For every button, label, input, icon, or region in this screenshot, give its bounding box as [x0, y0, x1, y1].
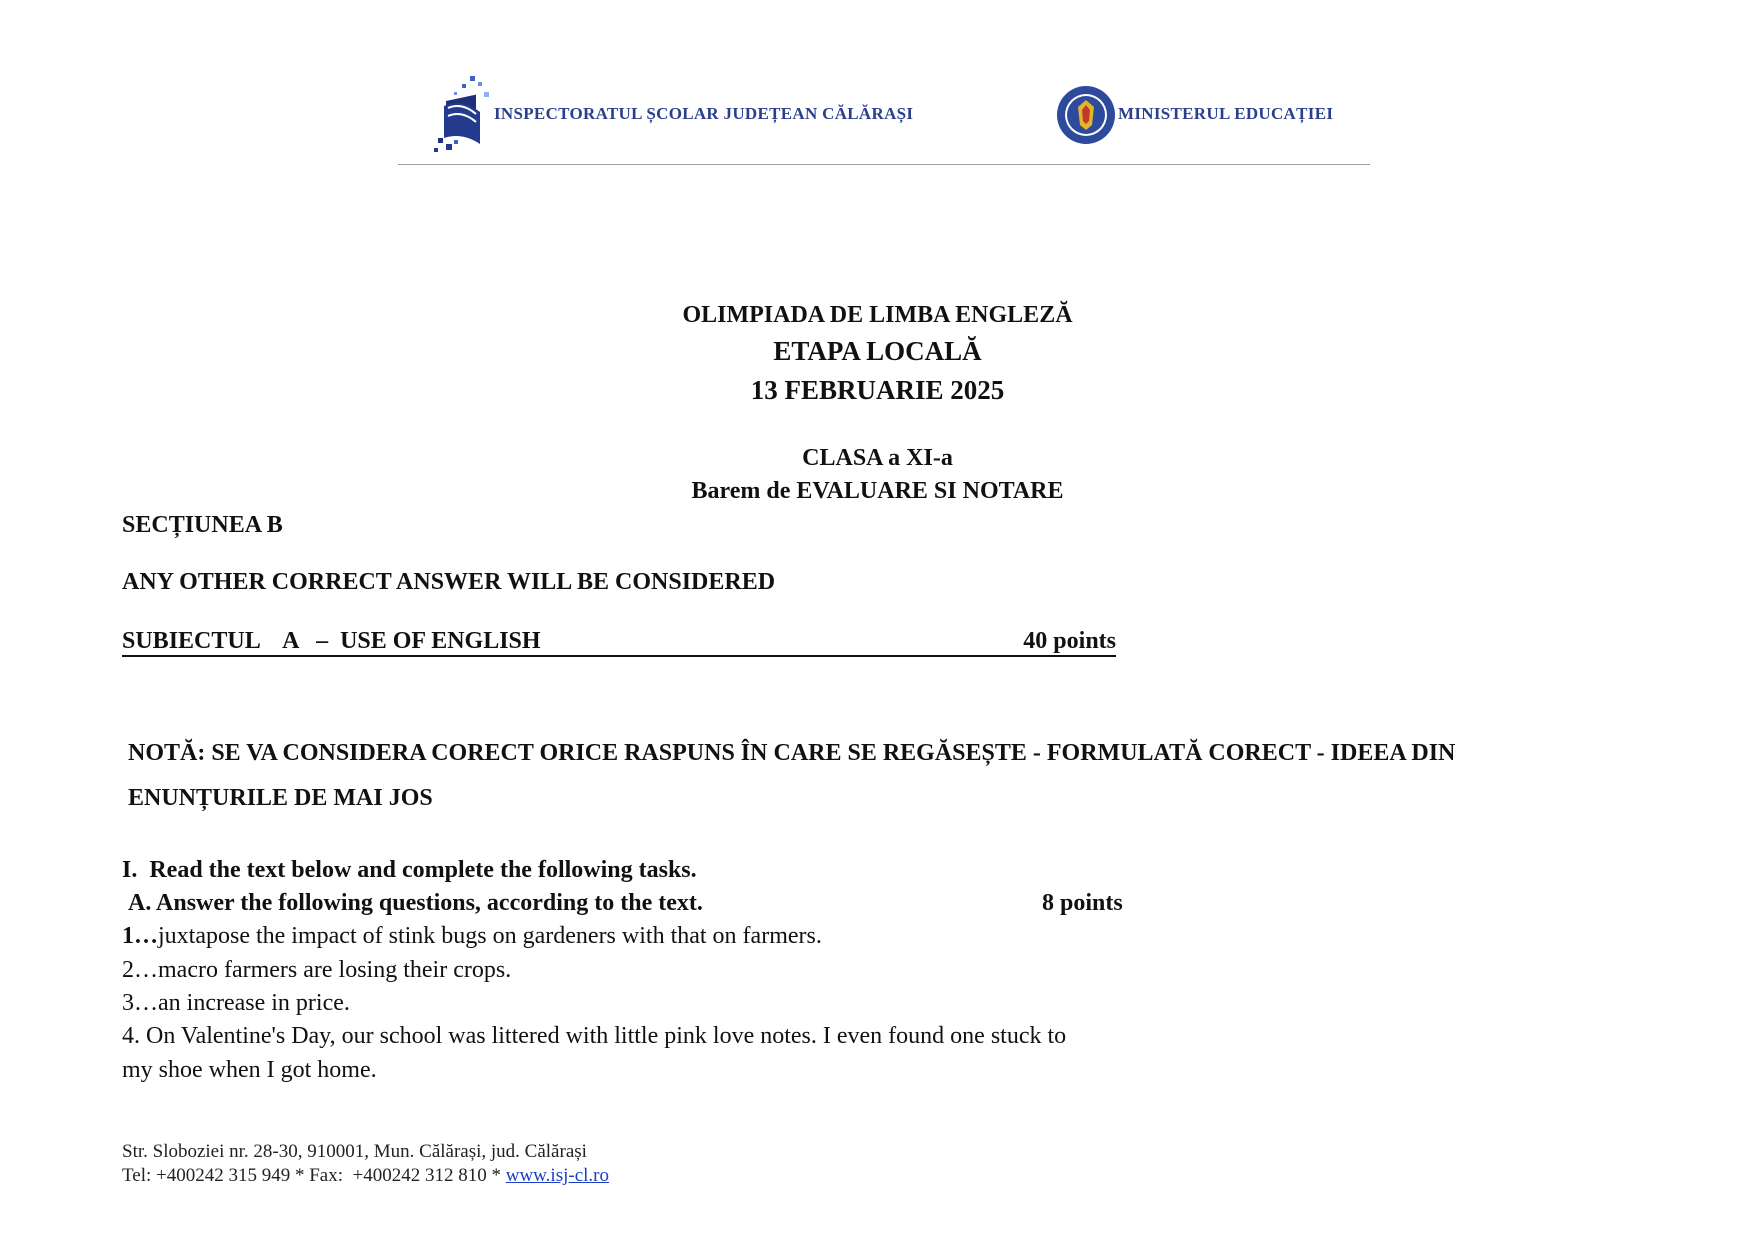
answer-text: an increase in price. — [158, 990, 350, 1016]
answer-item — [122, 957, 511, 984]
note-line-1: NOTĂ: SE VA CONSIDERA CORECT ORICE RASPUNS ÎN CARE SE REGĂSEȘTE - FORMULATĂ CORECT - IDEEA DIN — [128, 740, 1456, 766]
answer-text: juxtapose the impact of stink bugs on gardeners with that on farmers. — [158, 923, 822, 949]
answer-item — [122, 1023, 1066, 1050]
note-line-2: ENUNȚURILE DE MAI JOS — [128, 785, 433, 811]
website-link[interactable]: www.isj-cl.ro — [505, 1165, 609, 1186]
answer-number: 1… — [122, 923, 158, 949]
title-stage: ETAPA LOCALĂ — [773, 336, 982, 366]
left-org-name: INSPECTORATUL ȘCOLAR JUDEȚEAN CĂLĂRAȘI — [494, 104, 914, 123]
footer-address: Str. Sloboziei nr. 28-30, 910001, Mun. Călărași, jud. Călărași — [122, 1141, 587, 1162]
answer-number: 3… — [122, 990, 158, 1016]
any-other-answer-note: ANY OTHER CORRECT ANSWER WILL BE CONSIDERED — [122, 569, 776, 595]
ministry-seal-icon — [1056, 85, 1116, 145]
title-barem: Barem de EVALUARE SI NOTARE — [691, 478, 1064, 504]
isj-calarasi-logo-icon — [432, 74, 500, 156]
title-date: 13 FEBRUARIE 2025 — [750, 375, 1005, 405]
subject-heading — [122, 627, 1116, 657]
right-org-name: MINISTERUL EDUCAȚIEI — [1118, 104, 1334, 123]
answer-item — [122, 990, 350, 1017]
task-subheading: A. Answer the following questions, according to the text. — [128, 890, 703, 916]
answer-continuation: my shoe when I got home. — [122, 1057, 377, 1083]
answer-number: 4. — [122, 1023, 146, 1049]
answer-item — [122, 923, 822, 950]
footer-contact — [122, 1165, 609, 1187]
title-olympiad: OLIMPIADA DE LIMBA ENGLEZĂ — [682, 302, 1073, 328]
title-class: CLASA a XI-a — [802, 445, 953, 471]
answer-text: macro farmers are losing their crops. — [158, 957, 512, 983]
answer-number: 2… — [122, 957, 158, 983]
subject-label: SUBIECTUL A – USE OF ENGLISH — [122, 628, 541, 654]
footer-contact-text: Tel: +400242 315 949 * Fax: +400242 312 810 * — [122, 1165, 506, 1186]
section-heading: SECȚIUNEA B — [122, 512, 283, 538]
answer-text: On Valentine's Day, our school was littered with little pink love notes. I even found one stuck to — [146, 1023, 1067, 1049]
subject-points: 40 points — [1023, 628, 1116, 654]
task-heading: I. Read the text below and complete the following tasks. — [122, 857, 697, 883]
header-divider — [398, 164, 1370, 165]
task-subheading-points: 8 points — [1042, 890, 1123, 916]
